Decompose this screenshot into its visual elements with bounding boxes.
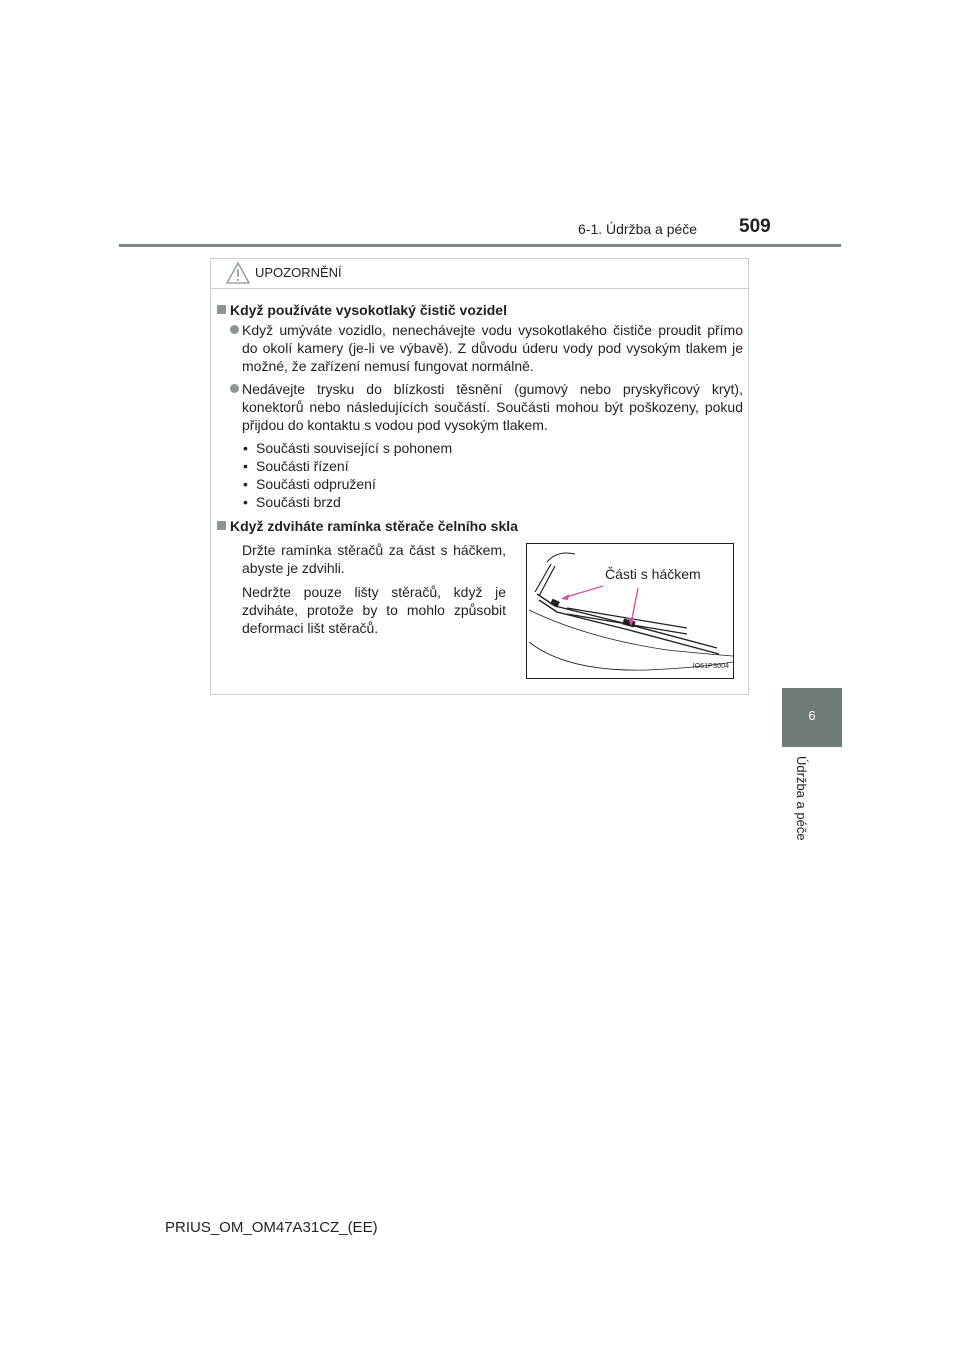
- section-heading-wiper-arms: Když zdviháte ramínka stěrače čelního skla: [216, 517, 743, 535]
- list-item: Když umýváte vozidlo, nenechávejte vodu vysokotlakého čističe proudit přímo do okolí kamery (je-li ve výbavě). Z důvodu úderu vody pod vysokým tlakem je možné, že zařízení nemusí fungovat normálně.: [216, 321, 743, 375]
- chapter-tab-label: Údržba a péče: [794, 756, 809, 841]
- component-list: [242, 439, 743, 511]
- paragraph: Nedržte pouze lišty stěračů, když je zdviháte, protože by to mohlo způsobit deformaci lišt stěračů.: [242, 584, 506, 636]
- header-section-title: 6-1. Údržba a péče: [578, 221, 698, 237]
- round-bullet-icon: [230, 384, 239, 393]
- header-divider: [119, 244, 841, 247]
- component-list-item: • Součásti brzd: [243, 494, 341, 510]
- square-bullet-icon: [217, 305, 226, 314]
- list-item: Nedávejte trysku do blízkosti těsnění (gumový nebo pryskyřicový kryt), konektorů nebo následujících součástí. Součásti mohou být poškozeny, pokud přijdou do kontaktu s vodou pod vysokým tlakem.: [216, 380, 743, 434]
- component-list-item: • Součásti řízení: [243, 458, 349, 474]
- figure-callout-label: Části s háčkem: [605, 566, 701, 582]
- warning-triangle-icon: [225, 261, 251, 290]
- wiper-illustration: [526, 543, 734, 679]
- square-bullet-icon: [217, 521, 226, 530]
- warning-title: UPOZORNĚNÍ: [255, 265, 342, 280]
- wiper-instructions: [242, 541, 506, 643]
- wiper-section-body: [216, 541, 743, 691]
- round-bullet-icon: [230, 325, 239, 334]
- chapter-tab: [782, 688, 842, 747]
- component-list-item: • Součásti odpružení: [243, 476, 376, 492]
- paragraph: Držte ramínka stěračů za část s háčkem, abyste je zdvihli.: [242, 542, 506, 576]
- warning-header: [211, 259, 748, 289]
- figure-code: IO61PS004: [692, 663, 729, 670]
- warning-content: [216, 301, 743, 691]
- warning-box: [210, 258, 749, 695]
- section-heading-pressure-washer: Když používáte vysokotlaký čistič vozidel: [216, 301, 743, 319]
- chapter-tab-number: 6: [808, 708, 816, 723]
- component-list-item: • Součásti související s pohonem: [243, 440, 453, 456]
- footer-doc-id: PRIUS_OM_OM47A31CZ_(EE): [165, 1219, 378, 1236]
- page-number: 509: [739, 216, 771, 237]
